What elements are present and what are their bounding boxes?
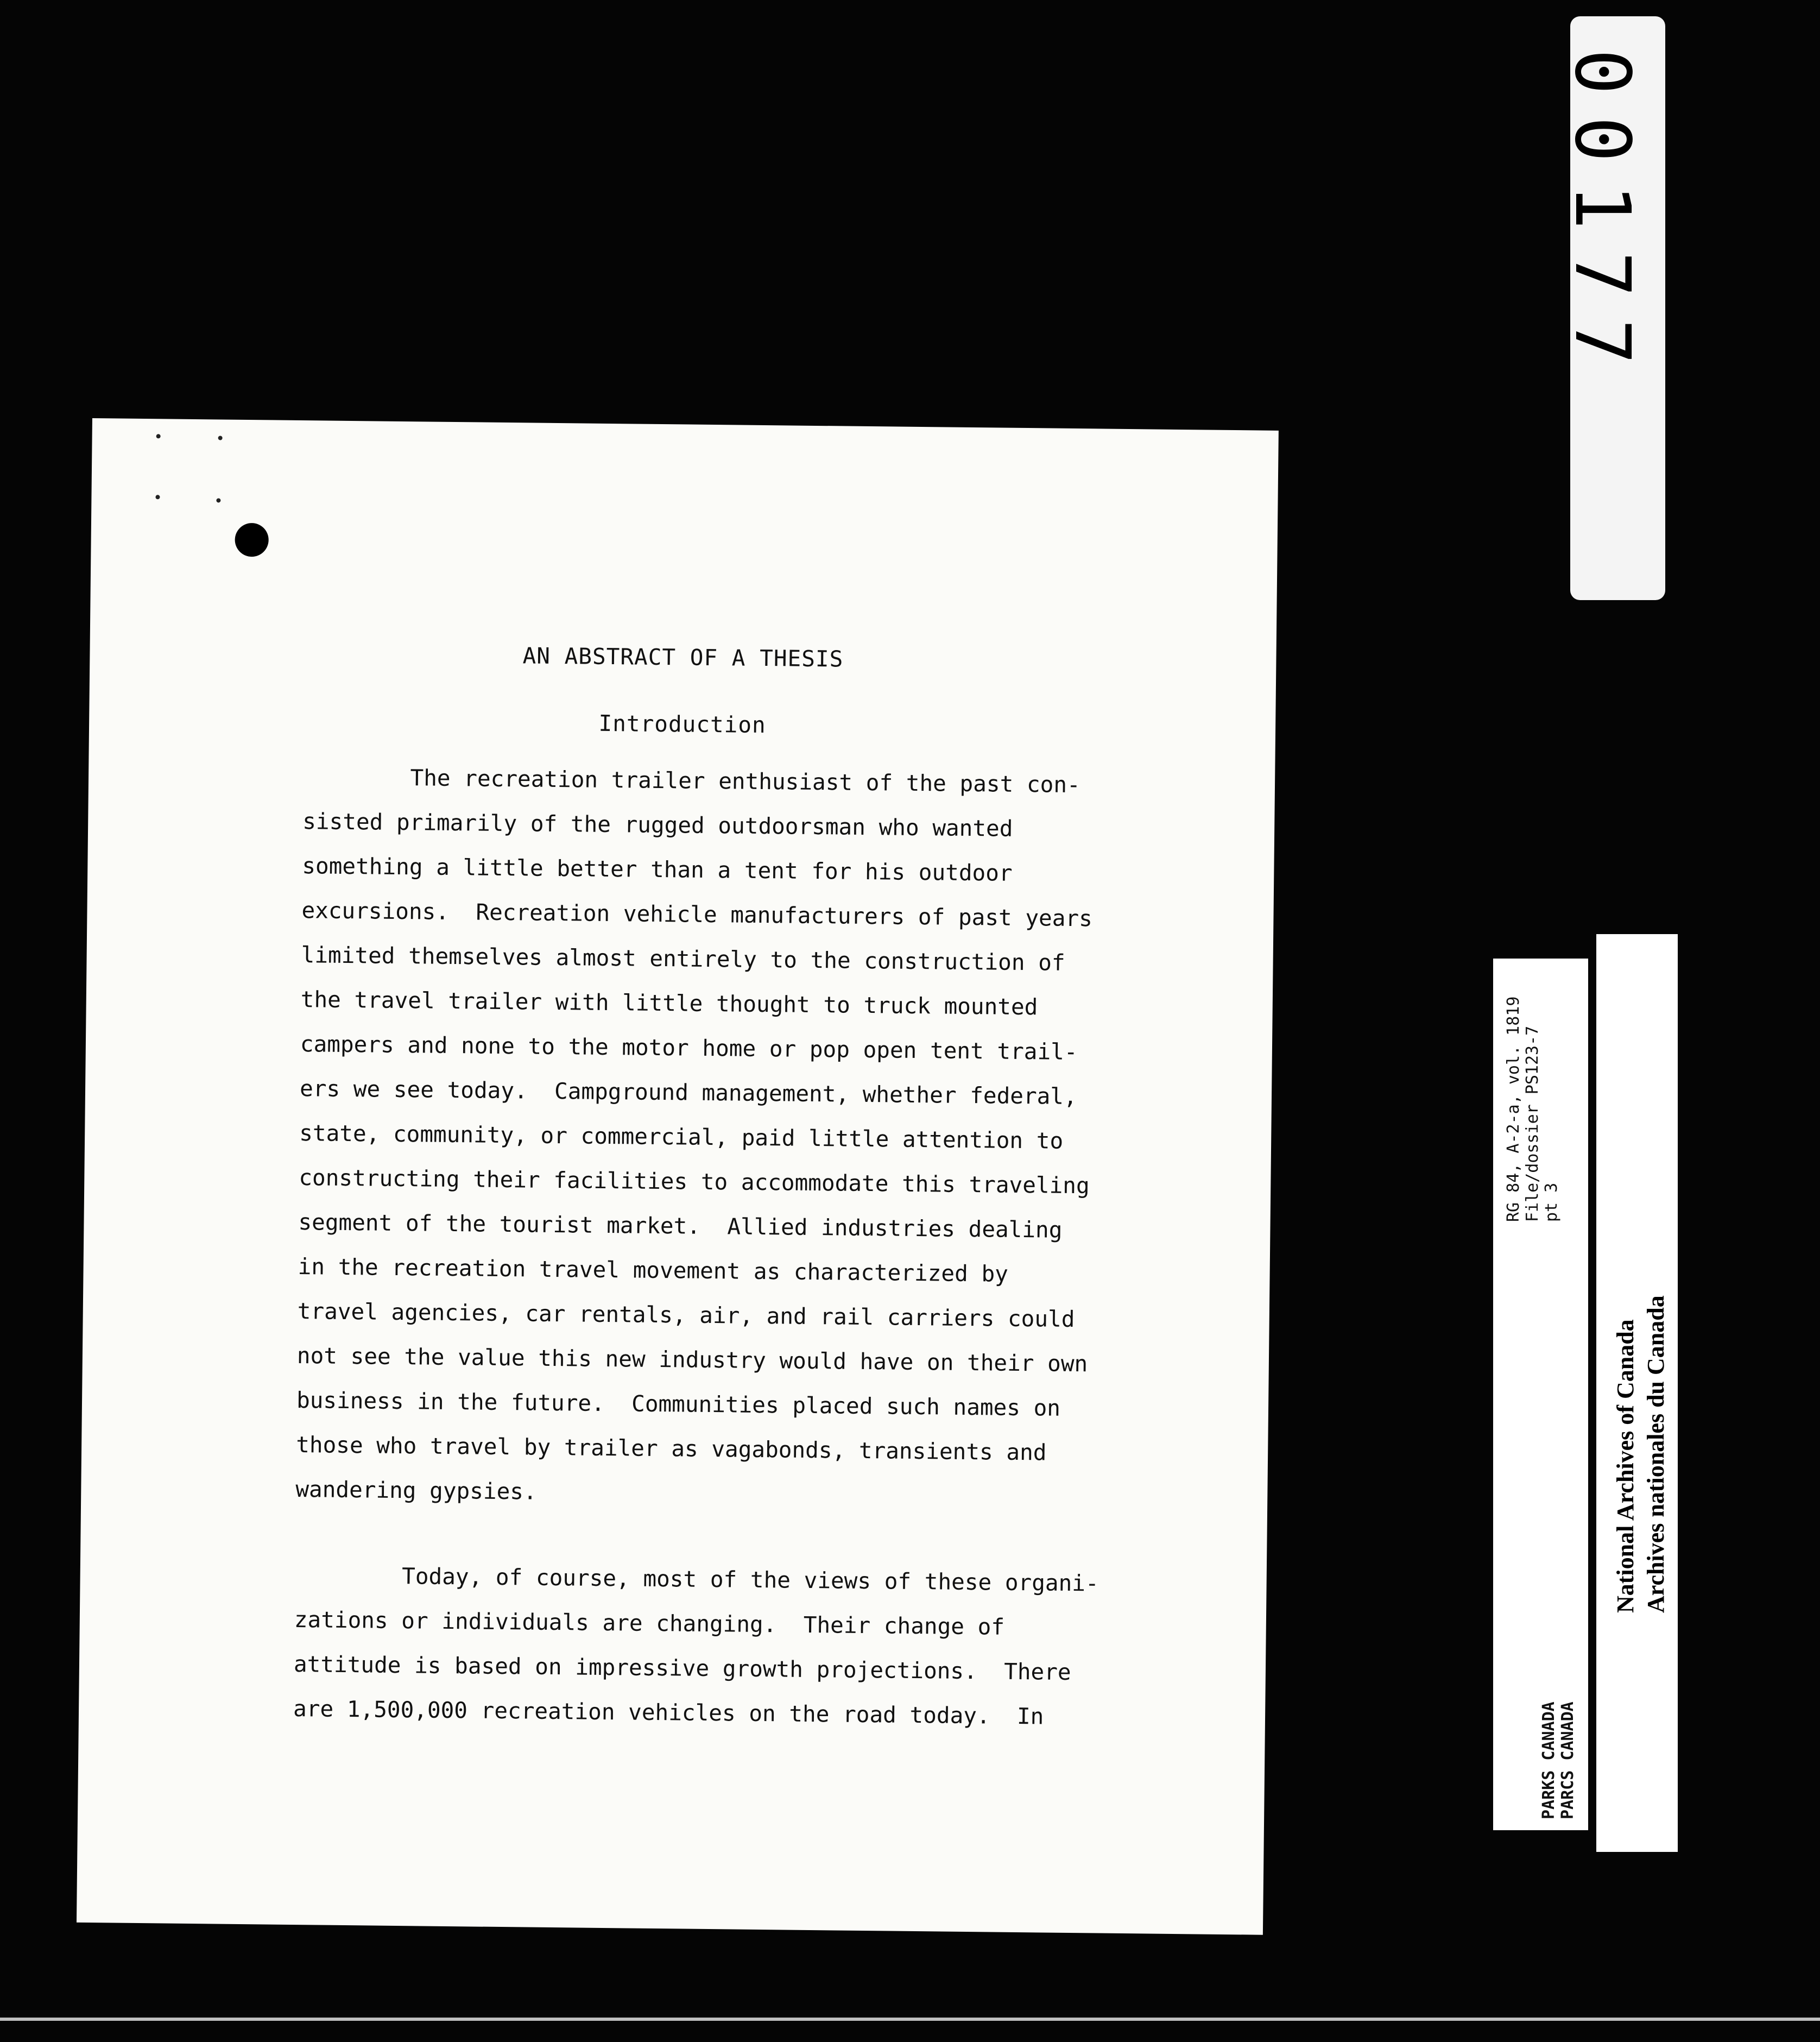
institution-name: Archives nationales du Canada	[1642, 1295, 1669, 1613]
paragraph-1	[295, 754, 1118, 1520]
text-line: zations or individuals are changing. Their change of	[294, 1606, 1005, 1640]
text-line: limited themselves almost entirely to the construction of	[301, 942, 1065, 976]
section-heading: Introduction	[598, 710, 767, 739]
text-line: not see the value this new industry would have on their own	[296, 1343, 1088, 1377]
institution-label	[1596, 934, 1678, 1852]
reference-line: pt 3	[1542, 1182, 1561, 1222]
speck	[156, 434, 161, 438]
text-line: travel agencies, car rentals, air, and rail carriers could	[297, 1298, 1075, 1333]
reference-line: RG 84, A-2-a, vol. 1819	[1504, 996, 1523, 1222]
text-line: segment of the tourist market. Allied industries dealing	[298, 1209, 1063, 1243]
punch-hole	[235, 523, 269, 557]
paragraph-2	[293, 1553, 1109, 1740]
text-line: Today, of course, most of the views of these organi-	[294, 1562, 1099, 1597]
archive-reference-label	[1493, 959, 1588, 1830]
text-line: The recreation trailer enthusiast of the past con-	[302, 764, 1080, 798]
text-line: attitude is based on impressive growth projections. There	[293, 1651, 1071, 1686]
reference-line: File/dossier PS123-7	[1523, 1025, 1542, 1222]
text-line: the travel trailer with little thought to truck mounted	[300, 986, 1038, 1020]
frame-number: 00177	[1558, 49, 1646, 387]
institution-name: National Archives of Canada	[1612, 1319, 1639, 1613]
document-title: AN ABSTRACT OF A THESIS	[522, 642, 844, 672]
text-line: in the recreation travel movement as characterized by	[298, 1253, 1009, 1287]
agency-line: PARCS CANADA	[1558, 1701, 1577, 1819]
text-line: something a little better than a tent for his outdoor	[302, 853, 1013, 886]
document-page	[77, 418, 1279, 1935]
text-line: constructing their facilities to accommodate this traveling	[299, 1164, 1090, 1199]
text-line: sisted primarily of the rugged outdoorsman who wanted	[302, 808, 1013, 842]
text-line: state, community, or commercial, paid little attention to	[299, 1120, 1064, 1154]
text-line: those who travel by trailer as vagabonds, transients and	[295, 1432, 1047, 1466]
speck	[218, 436, 223, 440]
speck	[216, 498, 220, 502]
film-edge-line	[0, 2018, 1820, 2021]
frame-number-strip	[1558, 16, 1665, 600]
text-line: campers and none to the motor home or pop open tent trail-	[300, 1031, 1078, 1066]
text-line: business in the future. Communities placed such names on	[296, 1387, 1061, 1421]
speck	[155, 495, 160, 499]
agency-line: PARKS CANADA	[1539, 1701, 1558, 1819]
text-line: excursions. Recreation vehicle manufacturers of past years	[301, 897, 1093, 932]
text-line: ers we see today. Campground management, whether federal,	[299, 1075, 1077, 1110]
text-line: wandering gypsies.	[295, 1476, 537, 1505]
text-line: are 1,500,000 recreation vehicles on the road today. In	[293, 1696, 1044, 1730]
